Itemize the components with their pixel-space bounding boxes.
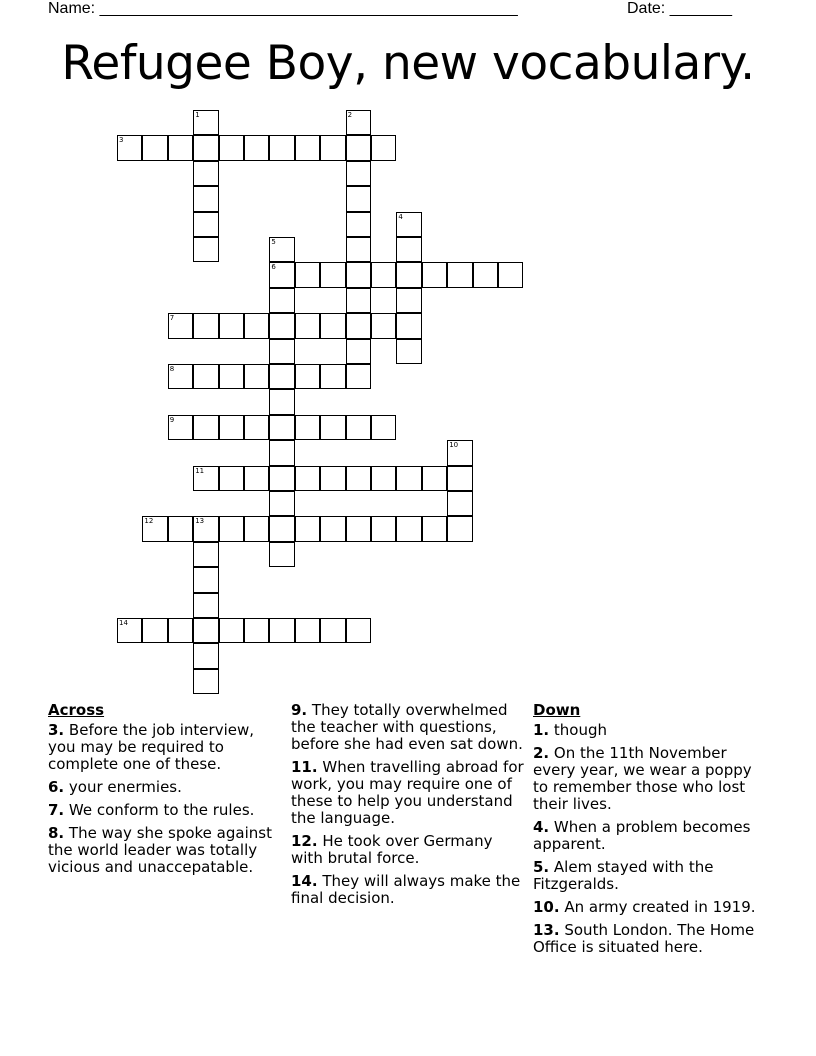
grid-cell[interactable] [193, 135, 218, 160]
grid-cell[interactable] [295, 364, 320, 389]
grid-cell[interactable] [371, 135, 396, 160]
grid-cell[interactable] [219, 415, 244, 440]
grid-cell[interactable] [346, 618, 371, 643]
grid-cell[interactable] [295, 135, 320, 160]
grid-cell[interactable] [193, 593, 218, 618]
grid-cell[interactable] [193, 313, 218, 338]
grid-cell[interactable] [447, 262, 472, 287]
grid-cell[interactable] [168, 313, 193, 338]
grid-cell[interactable] [295, 618, 320, 643]
grid-cell[interactable] [396, 212, 421, 237]
grid-cell[interactable] [193, 542, 218, 567]
grid-cell[interactable] [168, 415, 193, 440]
grid-cell[interactable] [269, 389, 294, 414]
grid-cell[interactable] [498, 262, 523, 287]
clue-across-11: 11. When travelling abroad for work, you may require one of these to help you understand the language. [291, 758, 524, 827]
grid-cell[interactable] [371, 516, 396, 541]
grid-cell[interactable] [142, 135, 167, 160]
clue-number: 5 [271, 238, 276, 246]
grid-cell[interactable] [320, 466, 345, 491]
grid-cell[interactable] [244, 313, 269, 338]
grid-cell[interactable] [193, 110, 218, 135]
grid-cell[interactable] [193, 212, 218, 237]
grid-cell[interactable] [168, 516, 193, 541]
grid-cell[interactable] [193, 237, 218, 262]
grid-cell[interactable] [269, 491, 294, 516]
clue-number: 7 [169, 314, 175, 323]
grid-cell[interactable] [346, 237, 371, 262]
grid-cell[interactable] [269, 466, 294, 491]
clue-number: 2 [347, 111, 353, 119]
down-heading: Down [533, 701, 581, 719]
grid-cell[interactable] [117, 135, 142, 160]
grid-cell[interactable] [269, 135, 294, 160]
across-heading: Across [48, 701, 105, 719]
clue-number: 13 [195, 517, 205, 526]
grid-cell[interactable] [346, 516, 371, 541]
grid-cell[interactable] [244, 516, 269, 541]
grid-cell[interactable] [295, 415, 320, 440]
grid-cell[interactable] [396, 466, 421, 491]
grid-cell[interactable] [346, 110, 371, 135]
clue-across-14: 14. They will always make the final decision. [291, 872, 521, 907]
clue-number: 9 [169, 415, 175, 424]
clue-across-9: 9. They totally overwhelmed the teacher with questions, before she had even sat down. [291, 701, 523, 753]
grid-cell[interactable] [219, 466, 244, 491]
grid-cell[interactable] [142, 516, 167, 541]
grid-cell[interactable] [447, 491, 472, 516]
clue-across-7: 7. We conform to the rules. [48, 801, 255, 819]
grid-cell[interactable] [320, 313, 345, 338]
date-field-label: Date: _______ [627, 0, 732, 17]
clue-down-5: 5. Alem stayed with the Fitzgeralds. [533, 858, 714, 893]
clue-across-3: 3. Before the job interview, you may be required to complete one of these. [48, 721, 255, 773]
grid-cell[interactable] [320, 415, 345, 440]
clue-number: 12 [144, 517, 154, 526]
clue-across-8: 8. The way she spoke against the world leader was totally vicious and unaccepatable. [48, 824, 272, 876]
grid-cell[interactable] [346, 135, 371, 160]
grid-cell[interactable] [447, 516, 472, 541]
grid-cell[interactable] [346, 186, 371, 211]
grid-cell[interactable] [320, 135, 345, 160]
grid-cell[interactable] [193, 643, 218, 668]
grid-cell[interactable] [422, 516, 447, 541]
grid-cell[interactable] [244, 618, 269, 643]
grid-cell[interactable] [269, 237, 294, 262]
grid-cell[interactable] [320, 364, 345, 389]
clues-column-2 [291, 702, 527, 913]
grid-cell[interactable] [142, 618, 167, 643]
clue-down-13: 13. South London. The Home Office is situated here. [533, 921, 755, 956]
clue-number: 10 [449, 441, 459, 450]
grid-cell[interactable] [193, 567, 218, 592]
grid-cell[interactable] [320, 262, 345, 287]
grid-cell[interactable] [320, 516, 345, 541]
grid-cell[interactable] [346, 288, 371, 313]
grid-cell[interactable] [219, 135, 244, 160]
clue-number: 6 [271, 263, 276, 272]
grid-cell[interactable] [396, 288, 421, 313]
grid-cell[interactable] [193, 186, 218, 211]
grid-cell[interactable] [244, 364, 269, 389]
grid-cell[interactable] [168, 618, 193, 643]
grid-cell[interactable] [396, 313, 421, 338]
grid-cell[interactable] [219, 516, 244, 541]
grid-cell[interactable] [117, 618, 142, 643]
clues-column-1 [48, 702, 276, 882]
grid-cell[interactable] [244, 415, 269, 440]
clue-number: 11 [195, 466, 205, 475]
grid-cell[interactable] [193, 364, 218, 389]
grid-cell[interactable] [193, 161, 218, 186]
grid-cell[interactable] [346, 212, 371, 237]
grid-cell[interactable] [269, 288, 294, 313]
grid-cell[interactable] [269, 339, 294, 364]
grid-cell[interactable] [193, 618, 218, 643]
grid-cell[interactable] [193, 669, 218, 694]
page-title: Refugee Boy, new vocabulary. [61, 36, 755, 91]
grid-cell[interactable] [219, 313, 244, 338]
grid-cell[interactable] [269, 618, 294, 643]
grid-cell[interactable] [320, 618, 345, 643]
grid-cell[interactable] [168, 364, 193, 389]
clue-number: 4 [398, 212, 403, 221]
clue-down-4: 4. When a problem becomes apparent. [533, 818, 751, 853]
grid-cell[interactable] [219, 364, 244, 389]
grid-cell[interactable] [269, 262, 294, 287]
grid-cell[interactable] [371, 466, 396, 491]
grid-cell[interactable] [371, 415, 396, 440]
grid-cell[interactable] [295, 313, 320, 338]
grid-cell[interactable] [473, 262, 498, 287]
grid-cell[interactable] [269, 364, 294, 389]
grid-cell[interactable] [244, 466, 269, 491]
grid-cell[interactable] [346, 415, 371, 440]
grid-cell[interactable] [219, 618, 244, 643]
grid-cell[interactable] [422, 262, 447, 287]
grid-cell[interactable] [269, 542, 294, 567]
clue-across-12: 12. He took over Germany with brutal force. [291, 832, 493, 867]
grid-cell[interactable] [447, 440, 472, 465]
clues-column-3 [533, 702, 763, 962]
grid-cell[interactable] [371, 262, 396, 287]
clue-across-6: 6. your enermies. [48, 778, 182, 796]
grid-cell[interactable] [346, 262, 371, 287]
grid-cell[interactable] [269, 415, 294, 440]
grid-cell[interactable] [346, 364, 371, 389]
grid-cell[interactable] [371, 313, 396, 338]
grid-cell[interactable] [168, 135, 193, 160]
grid-cell[interactable] [295, 516, 320, 541]
grid-cell[interactable] [396, 339, 421, 364]
grid-cell[interactable] [396, 262, 421, 287]
clue-number: 1 [195, 111, 200, 119]
clue-down-2: 2. On the 11th November every year, we wear a poppy to remember those who lost their lives. [533, 744, 752, 813]
grid-cell[interactable] [346, 466, 371, 491]
grid-cell[interactable] [269, 516, 294, 541]
grid-cell[interactable] [269, 440, 294, 465]
grid-cell[interactable] [396, 237, 421, 262]
grid-cell[interactable] [422, 466, 447, 491]
clue-number: 8 [169, 365, 175, 373]
grid-cell[interactable] [193, 466, 218, 491]
grid-cell[interactable] [346, 161, 371, 186]
grid-cell[interactable] [447, 466, 472, 491]
name-field-label: Name: _______________________________________________ [48, 0, 518, 17]
grid-cell[interactable] [193, 516, 218, 541]
clue-number: 14 [119, 619, 128, 627]
grid-cell[interactable] [193, 415, 218, 440]
clue-down-10: 10. An army created in 1919. [533, 898, 756, 916]
grid-cell[interactable] [346, 313, 371, 338]
grid-cell[interactable] [295, 262, 320, 287]
clue-down-1: 1. though [533, 721, 608, 739]
grid-cell[interactable] [346, 339, 371, 364]
clue-number: 3 [119, 136, 124, 145]
grid-cell[interactable] [396, 516, 421, 541]
grid-cell[interactable] [269, 313, 294, 338]
grid-cell[interactable] [244, 135, 269, 160]
grid-cell[interactable] [295, 466, 320, 491]
